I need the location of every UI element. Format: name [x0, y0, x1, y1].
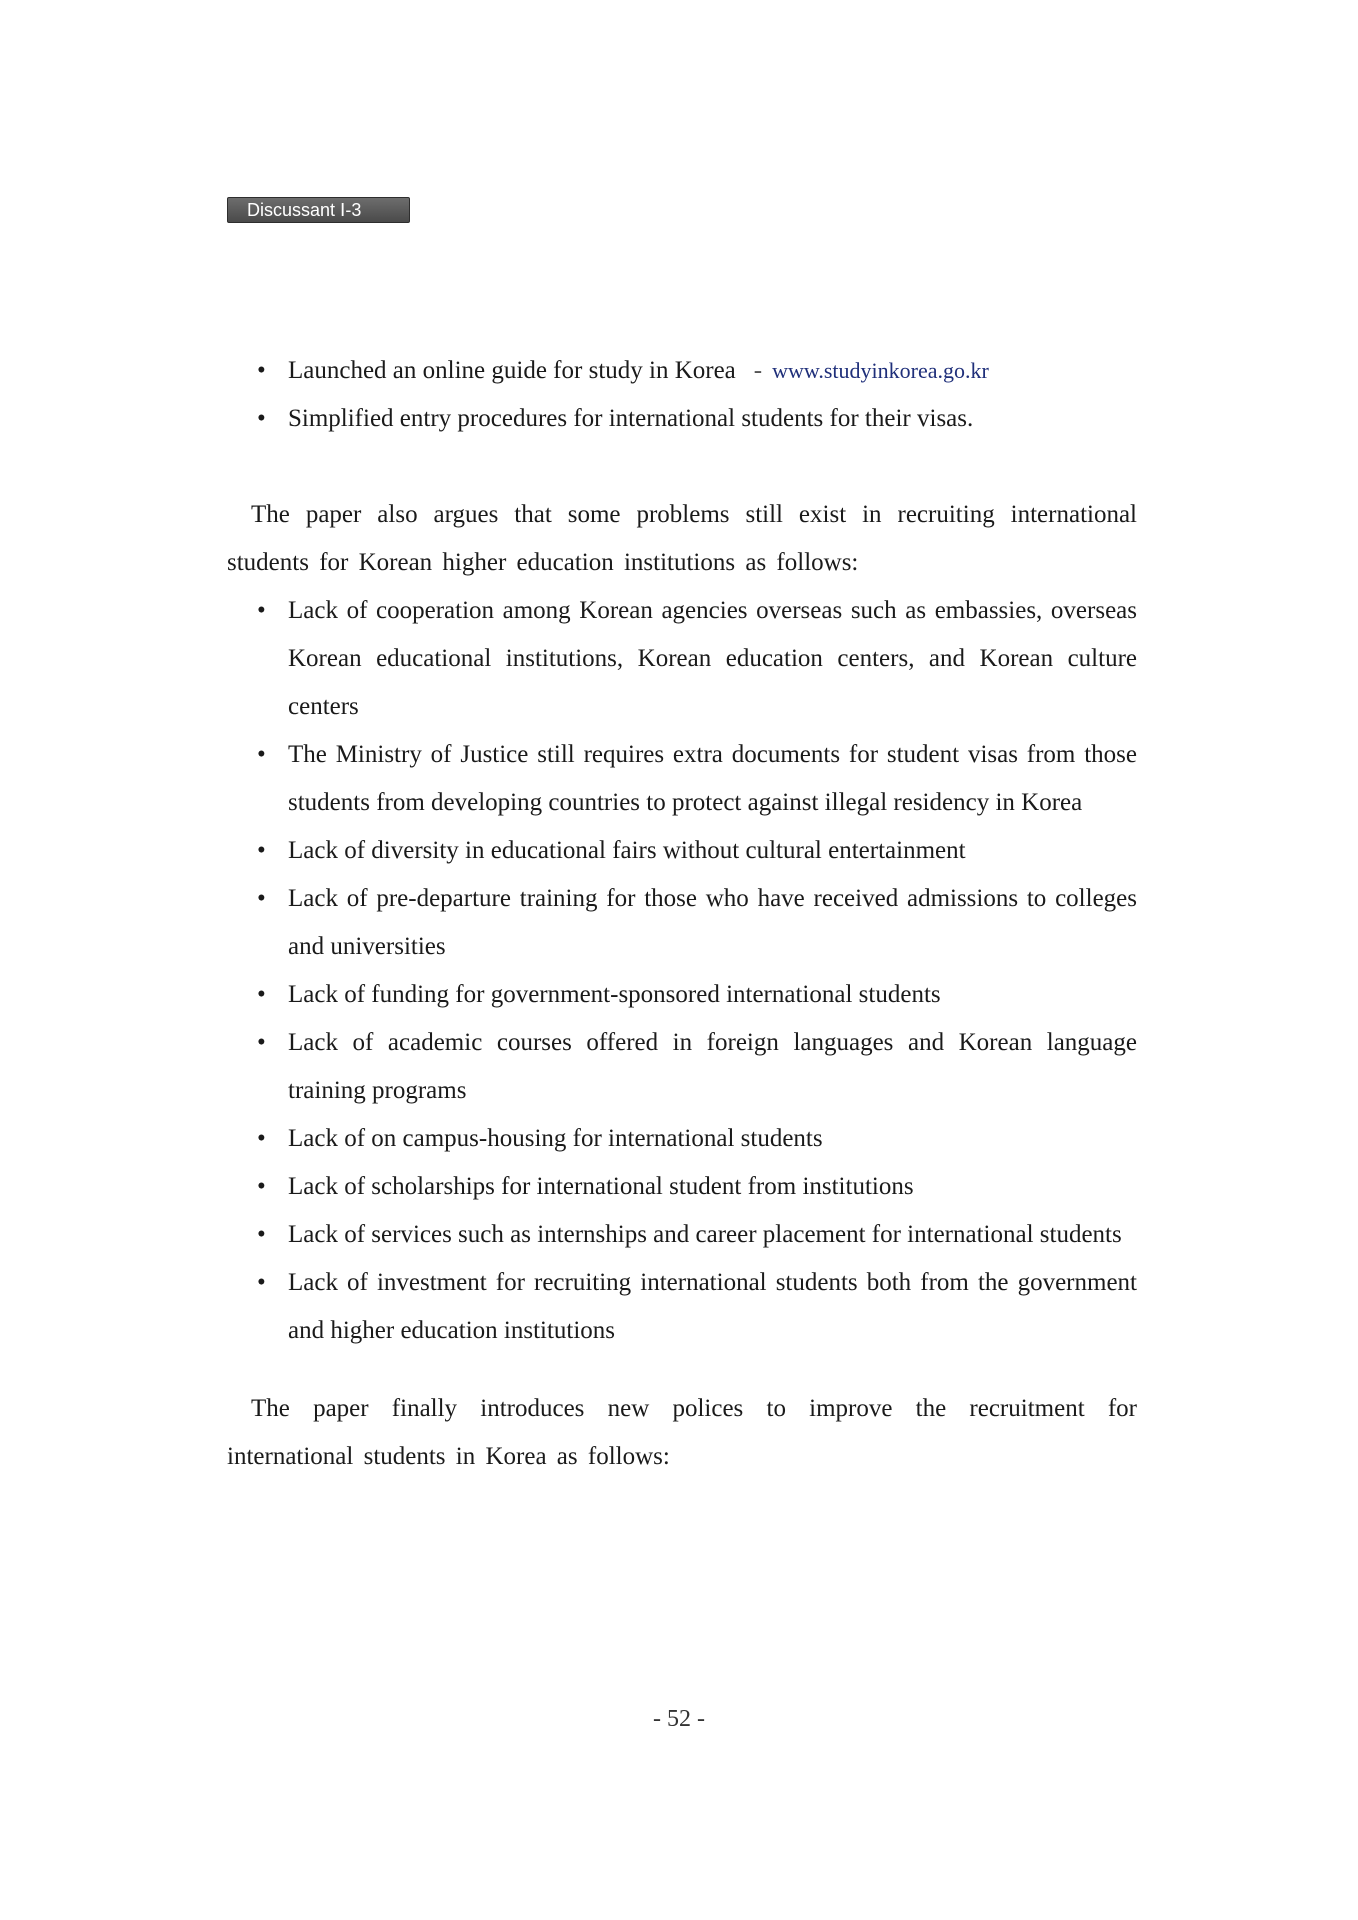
- list-item-text: Lack of diversity in educational fairs without cultural entertainment: [288, 837, 966, 864]
- list-item: [227, 1211, 1137, 1259]
- list-item-text: Lack of academic courses offered in foreign languages and Korean language training programs: [288, 1029, 1137, 1104]
- spacer: [227, 443, 1137, 491]
- list-item-text: Lack of investment for recruiting international students both from the government and higher education institutions: [288, 1269, 1137, 1344]
- bullet-icon: •: [257, 597, 266, 624]
- list-item: [227, 875, 1137, 971]
- list-item: [227, 347, 1137, 395]
- list-item-text: Lack of services such as internships and career placement for international students: [288, 1221, 1122, 1248]
- section-tag: Discussant Ⅰ-3: [227, 197, 410, 223]
- bullet-icon: •: [257, 885, 266, 912]
- spacer: [227, 1355, 1137, 1385]
- bullet-icon: •: [257, 1269, 266, 1296]
- paragraph-new-policies: The paper finally introduces new polices to improve the recruitment for international students in Korea as follows:: [227, 1395, 1137, 1470]
- list-item: [227, 587, 1137, 731]
- list-item-text: Lack of on campus-housing for international students: [288, 1125, 823, 1152]
- list-item-text: Simplified entry procedures for international students for their visas.: [288, 405, 974, 432]
- list-item: [227, 827, 1137, 875]
- bullet-icon: •: [257, 405, 266, 432]
- bullet-icon: •: [257, 1029, 266, 1056]
- list-item-text: Lack of funding for government-sponsored international students: [288, 981, 941, 1008]
- bullet-icon: •: [257, 981, 266, 1008]
- separator-dash: -: [753, 357, 763, 384]
- list-item: [227, 971, 1137, 1019]
- list-item-text: Lack of cooperation among Korean agencies overseas such as embassies, overseas Korean educational institutions, Korean education centers, and Korean culture centers: [288, 597, 1137, 720]
- intro-bullet-list: [227, 347, 1137, 443]
- page-content: [227, 347, 1137, 1481]
- study-in-korea-link[interactable]: www.studyinkorea.go.kr: [772, 358, 989, 383]
- bullet-icon: •: [257, 1221, 266, 1248]
- list-item-text: Lack of scholarships for international student from institutions: [288, 1173, 914, 1200]
- bullet-icon: •: [257, 1173, 266, 1200]
- list-item: [227, 1115, 1137, 1163]
- bullet-icon: •: [257, 1125, 266, 1152]
- bullet-icon: •: [257, 357, 266, 384]
- page-number: - 52 -: [653, 1706, 705, 1732]
- paragraph-problems-intro: The paper also argues that some problems still exist in recruiting international students for Korean higher education institutions as follows:: [227, 501, 1137, 576]
- bullet-icon: •: [257, 741, 266, 768]
- list-item: [227, 1259, 1137, 1355]
- list-item: [227, 1163, 1137, 1211]
- list-item: [227, 731, 1137, 827]
- list-item: [227, 1019, 1137, 1115]
- problem-bullet-list: [227, 587, 1137, 1355]
- list-item-text: Lack of pre-departure training for those who have received admissions to colleges and universities: [288, 885, 1137, 960]
- list-item-text: Launched an online guide for study in Korea: [288, 357, 736, 384]
- list-item-text: The Ministry of Justice still requires extra documents for student visas from those students from developing countries to protect against illegal residency in Korea: [288, 741, 1137, 816]
- list-item: [227, 395, 1137, 443]
- bullet-icon: •: [257, 837, 266, 864]
